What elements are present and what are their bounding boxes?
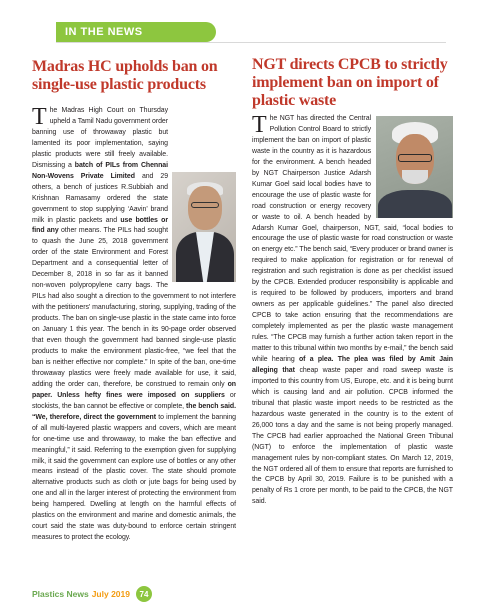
page-number-badge: 74	[136, 586, 152, 602]
right-article-headline: NGT directs CPCB to strictly implement ban on import of plastic waste	[252, 56, 448, 109]
left-article-headline: Madras HC upholds ban on single-use plastic products	[32, 58, 218, 93]
left-para-text: and 29 others, a bench of justices R.Subbiah and Krishnan Ramasamy ordered the state government to stop supplying ‘Aavin’ brand milk in plastic packets and	[32, 172, 168, 224]
left-para-text: he Madras High Court on Thursday upheld a Tamil Nadu government order banning use of throwaway plastic but lamented its poor implementation, saying plastic products were still freely available. Dismissing a	[32, 107, 168, 169]
right-para-text: cheap waste paper and road sweep waste is imported to this country from US, Europe, etc. and it is being burnt which is causing land and air pollution. CPCB informed the tribunal that plastic waste import needs to be restricted as the hazardous waste generated in the country is to the extent of 26,000 tons a day and the same is not being properly managed. The CPCB had earlier approached the National Green Tribunal (NGT) to enforce the implementation of plastic waste management rules by non-compliant states. On March 12, 2019, the NGT ordered all of them to ensure that reports are furnished to the CPCB by April 30, 2019. Failure is to be punished with a penalty of Rs 1 crore per month, to be paid to the CPCB, the NGT said.	[252, 366, 453, 506]
right-article-body	[252, 114, 453, 508]
left-para-bold: on paper. Unless hefty fines were imposed on suppliers	[32, 380, 236, 399]
section-tab	[56, 22, 216, 42]
left-para-bold: the bench said. “We, therefore, direct the government	[32, 402, 236, 421]
footer-publication: Plastics News	[32, 589, 89, 599]
right-para-text: he NGT has directed the Central Pollution Control Board to strictly implement the ban on import of plastic waste in the country as it is hazardous for the environment. A bench headed by NGT Chairperson Justice Adarsh Kumar Goel said local bodies have to encourage the use of plastic waste for road construction or energy recovery or waste to oil. A bench headed by Adarsh Kumar Goel, chairperson, NGT, said, “local bodies to encourage the use of plastic waste for road construction or waste on energy etc.” The bench said, “Every producer or brand owner is required to make application for registration or for renewal of registration and such registration is done as per checklist issued by the CPCB. Extended producer responsibility is applicable and is required to be followed by producers, importers and brand owners as per applicable guidelines.” The panel also directed CPCB to take action ensuring that the recommendations are completely implemented as per the plastic waste management rules. “The CPCB may furnish a further action taken report in the matter to this tribunal within two months by e-mail,” the bench said while hearing	[252, 115, 454, 363]
left-para-bold: batch of PILs from Chennai Non-Wovens Private Limited	[32, 161, 168, 180]
page-footer	[32, 587, 152, 601]
right-article	[252, 50, 453, 508]
right-article-dropcap: T	[252, 112, 267, 138]
left-para-text: other means. The PILs had sought to quash the June 25, 2018 government order of the state Environment and Forest Department and a consequential letter of December 8, 2018 in so far as it banned non-woven polypropylene carry bags. The PILs had also sought a direction to the government to not interfere with the petitioners' manufacturing, storing, supplying, trading of the products. The ban on single-use plastic in the state came into force on January 1 this year. The bench in its 90-page order observed that even though the government had banned single-use plastic products to make the environment plastic-free, “we feel that the ban is neither effective nor complete.” In spite of the ban, one-time throwaway plastics were freely made available for use, it said, adding the order can, therefore, be construed to remain only	[32, 227, 236, 388]
plastic-bags-photo	[172, 172, 236, 282]
left-article-body	[32, 106, 236, 544]
left-article-dropcap: T	[32, 104, 47, 130]
footer-issue: July 2019	[91, 589, 130, 599]
left-article	[32, 50, 236, 544]
right-para-bold: of a plea. The plea was filed by Amit Jain alleging that	[252, 355, 453, 374]
left-para-bold: use bottles or find any	[32, 216, 168, 235]
left-para-text: or stockists, the ban cannot be effective or complete,	[32, 391, 236, 410]
section-divider	[56, 42, 446, 43]
section-label: IN THE NEWS	[65, 26, 143, 38]
official-portrait-photo	[376, 116, 453, 218]
left-para-text: to implement the banning of all multi-layered plastic wrappers and covers, which are meant for one-time use and throwaway, to make the ban effective and meaningful,” it said. Referring to the exemption given for supplying milk, it said the government can explore use of bottles or any other means instead of the plastic cover. The state should promote alternative products such as cloth or jute bags for being used by one and all in the larger interest of protecting the environment from being hampered. Dwelling at length on the harmful effects of plastics on the environment and marine and domestic animals, the court said the state was duty-bound to enforce certain stringent measures to protect the ecology.	[32, 413, 236, 542]
